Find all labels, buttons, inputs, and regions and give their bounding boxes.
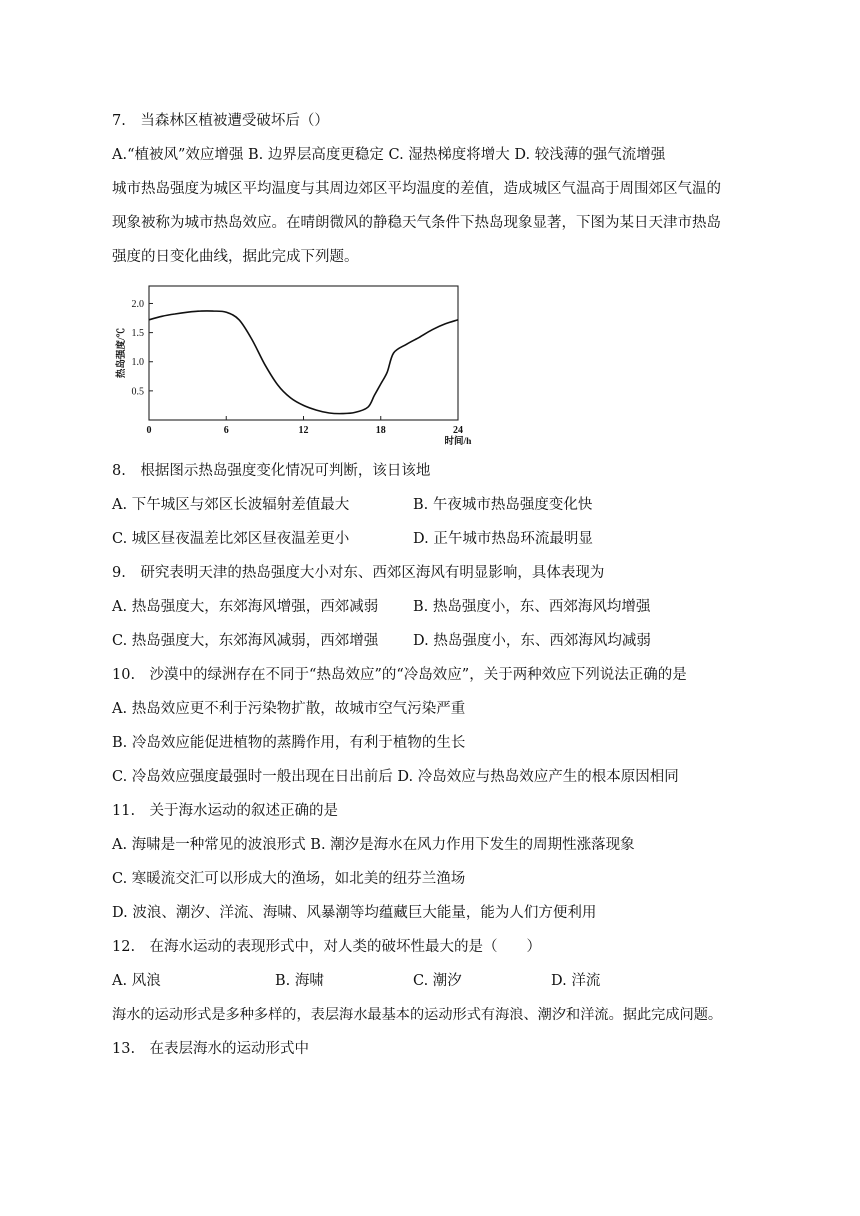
x-tick-label: 12 <box>298 425 309 436</box>
q8-option-a: A. 下午城区与郊区长波辐射差值最大 <box>112 497 350 513</box>
q8-option-c: C. 城区昼夜温差比郊区昼夜温差更小 <box>112 531 350 547</box>
passage-line-3: 强度的日变化曲线，据此完成下列题。 <box>112 249 359 265</box>
q11-stem: 11. 关于海水运动的叙述正确的是 <box>112 803 339 819</box>
q10-option-cd: C. 冷岛效应强度最强时一般出现在日出前后 D. 冷岛效应与热岛效应产生的根本原因相同 <box>112 769 679 785</box>
y-axis-label: 热岛强度/℃ <box>117 327 127 379</box>
q8-option-d: D. 正午城市热岛环流最明显 <box>413 531 593 547</box>
q9-option-a: A. 热岛强度大，东郊海风增强，西郊减弱 <box>112 599 379 615</box>
q9-stem: 9. 研究表明天津的热岛强度大小对东、西郊区海风有明显影响，具体表现为 <box>112 565 605 581</box>
x-tick-label: 18 <box>375 425 386 436</box>
q12-option-b: B. 海啸 <box>275 973 324 989</box>
passage-line-1: 城市热岛强度为城区平均温度与其周边郊区平均温度的差值，造成城区气温高于周围郊区气温的 <box>112 181 721 197</box>
x-tick-label: 6 <box>223 425 229 436</box>
q11-option-d: D. 波浪、潮汐、洋流、海啸、风暴潮等均蕴藏巨大能量，能为人们方便利用 <box>112 905 597 921</box>
q10-stem: 10. 沙漠中的绿洲存在不同于“热岛效应”的“冷岛效应”，关于两种效应下列说法正确的是 <box>112 667 687 683</box>
q12-option-a: A. 风浪 <box>112 973 161 989</box>
y-tick-label: 2.0 <box>131 298 144 310</box>
y-tick-label: 1.5 <box>131 328 144 340</box>
q8-stem: 8. 根据图示热岛强度变化情况可判断，该日该地 <box>112 463 431 479</box>
q7-options: A.“植被风”效应增强 B. 边界层高度更稳定 C. 湿热梯度将增大 D. 较浅薄的强气流增强 <box>112 147 666 163</box>
passage-line-2: 现象被称为城市热岛效应。在晴朗微风的静稳天气条件下热岛现象显著，下图为某日天津市热岛 <box>112 215 721 231</box>
x-tick-label: 24 <box>453 425 463 436</box>
q9-option-b: B. 热岛强度小，东、西郊海风均增强 <box>413 599 651 615</box>
y-tick-label: 1.0 <box>131 357 144 369</box>
q9-option-c: C. 热岛强度大，东郊海风减弱，西郊增强 <box>112 633 379 649</box>
q12-option-d: D. 洋流 <box>551 973 601 989</box>
q10-option-a: A. 热岛效应更不利于污染物扩散，故城市空气污染严重 <box>112 701 466 717</box>
q11-option-c: C. 寒暖流交汇可以形成大的渔场，如北美的纽芬兰渔场 <box>112 871 466 887</box>
q9-option-d: D. 热岛强度小，东、西郊海风均减弱 <box>413 633 651 649</box>
x-tick-label: 0 <box>146 425 152 436</box>
q10-option-b: B. 冷岛效应能促进植物的蒸腾作用，有利于植物的生长 <box>112 735 466 751</box>
q8-option-b: B. 午夜城市热岛强度变化快 <box>413 497 593 513</box>
q12-option-c: C. 潮汐 <box>413 973 462 989</box>
q12-stem: 12. 在海水运动的表现形式中，对人类的破坏性最大的是（ ） <box>112 939 542 955</box>
x-axis-label: 时间/h <box>444 437 472 447</box>
heat-island-intensity-line <box>149 311 458 414</box>
heat-island-chart <box>112 282 472 448</box>
q13-stem: 13. 在表层海水的运动形式中 <box>112 1041 310 1057</box>
plot-frame <box>149 286 458 420</box>
y-tick-label: 0.5 <box>131 386 144 398</box>
q7-stem: 7. 当森林区植被遭受破坏后（） <box>112 113 329 129</box>
q11-option-ab: A. 海啸是一种常见的波浪形式 B. 潮汐是海水在风力作用下发生的周期性涨落现象 <box>112 837 635 853</box>
passage-sea-motion: 海水的运动形式是多种多样的，表层海水最基本的运动形式有海浪、潮汐和洋流。据此完成问题。 <box>112 1007 723 1023</box>
